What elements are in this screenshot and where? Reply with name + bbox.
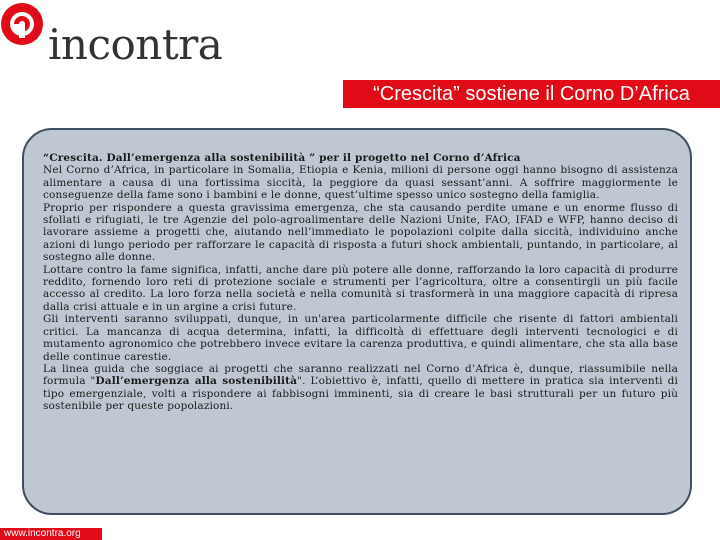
paragraph-5-bold: Dall’emergenza alla sostenibilità [95, 375, 298, 388]
brand-name: incontra [48, 20, 223, 69]
article-paragraph-4: Gli interventi saranno sviluppati, dunque, in un'area particolarmente difficile che risente di fattori ambientali critici. La mancanza di acqua determina, infatti, la difficoltà di effettuare degli interventi tecnologici e di mutamento agronomico che potrebbero invece evitare la carenza produttiva, e quindi alimentare, che sta alla base delle continue carestie. [43, 313, 678, 363]
paragraph-5-text-b: ". L’obiettivo è, infatti, quello di mettere in pratica sia interventi di tipo emergenziale, volti a rispondere ai fabbisogni imminenti, sia di creare le basi strutturali per un futuro più sostenibile per queste popolazioni. [43, 375, 678, 413]
incontra-logo[interactable] [0, 0, 223, 80]
article-body [43, 152, 678, 413]
incontra-logo-icon [0, 0, 50, 56]
article-paragraph-2: Proprio per rispondere a questa gravissima emergenza, che sta causando perdite umane e un enorme flusso di sfollati e rifugiati, le tre Agenzie del polo-agroalimentare delle Nazioni Unite, FAO, IFAD e WFP, hanno deciso di lavorare assieme a progetti che, aiutando nell’immediato le popolazioni colpite dalla siccità, individuino anche azioni di lungo periodo per rafforzare le capacità di risposta a futuri shock ambientali, puntando, in particolare, al sostegno alle donne. [43, 201, 678, 264]
article-paragraph-5 [43, 363, 678, 413]
article-paragraph-3: Lottare contro la fame significa, infatti, anche dare più potere alle donne, rafforzando la loro capacità di produrre reddito, fornendo loro reti di protezione sociale e strumenti per l’agricoltura, oltre a consentirgli un più facile accesso al credito. La loro forza nella società e nella comunità si trasformerà in una maggiore capacità di ripresa dalla crisi attuale e in un argine a crisi future. [43, 263, 678, 313]
article-paragraph-1: Nel Corno d’Africa, in particolare in Somalia, Etiopia e Kenia, milioni di persone oggi hanno bisogno di assistenza alimentare a causa di una fortissima siccità, la peggiore da quasi sessant’anni. A soffrire maggiormente le conseguenze della fame sono i bambini e le donne, quest’ultime spesso unico sostegno della famiglia. [43, 164, 678, 202]
article-heading: “Crescita. Dall’emergenza alla sostenibilità ” per il progetto nel Corno d’Africa [43, 152, 521, 164]
slide-title: “Crescita” sostiene il Corno D’Africa [343, 80, 720, 108]
paragraph-5-text-a: La linea guida che soggiace ai progetti che saranno realizzati nel Corno d’Africa è, dunque, riassumibile nella formula " [43, 362, 678, 388]
footer-url[interactable]: www.incontra.org [0, 528, 102, 540]
